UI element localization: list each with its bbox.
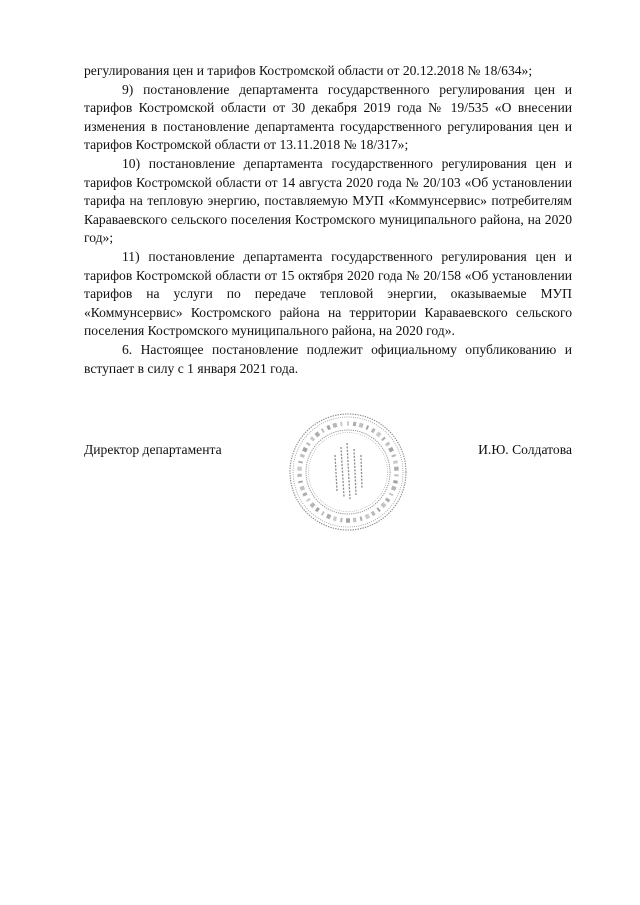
seal-ring-mark — [389, 492, 394, 496]
seal-ring-mark — [393, 460, 398, 464]
seal-ring-mark — [333, 516, 337, 521]
seal-ring-mark — [306, 498, 311, 502]
seal-ring-mark — [394, 467, 399, 471]
seal-ring-mark — [359, 423, 364, 428]
seal-ring-mark — [346, 518, 350, 522]
seal-ring-mark — [347, 421, 349, 425]
seal-ring-mark — [388, 447, 394, 453]
seal-ring-mark — [315, 507, 320, 512]
seal-ring-mark — [391, 486, 396, 491]
seal-ring-mark — [302, 492, 307, 497]
seal-ring-mark — [360, 516, 363, 521]
paragraph-section-6: 6. Настоящее постановление подлежит официальному опубликованию и вступает в силу с 1 января 2021 года. — [84, 341, 572, 376]
seal-ring-mark — [298, 480, 303, 483]
seal-ring-mark — [306, 442, 311, 446]
seal-ring-mark — [326, 514, 331, 520]
seal-ring-mark — [394, 474, 399, 476]
seal-ring-mark — [297, 474, 302, 477]
seal-ring-mark — [353, 518, 357, 523]
seal-ring-mark — [385, 497, 390, 502]
seal-ring-mark — [366, 425, 370, 430]
seal-ring-mark — [380, 502, 386, 508]
seal-ring-mark — [302, 447, 308, 453]
seal-ring-mark — [353, 422, 357, 427]
seal-ring-mark — [376, 431, 382, 437]
signer-name: И.Ю. Солдатова — [478, 442, 572, 457]
signer-position: Директор департамента — [84, 442, 222, 457]
document-body — [84, 62, 572, 378]
paragraph-item-9: 9) постановление департамента государственного регулирования цен и тарифов Костромской области от 30 декабря 2019 года № 19/535 «О внесении изменения в постановление департамента государственного регулирования цен и тарифов Костромской области от 13.11.2018 № 18/317»; — [84, 81, 572, 153]
seal-ring-mark — [300, 486, 305, 491]
paragraph-item-11: 11) постановление департамента государственного регулирования цен и тарифов Костромской области от 15 октября 2020 года № 20/158 «Об установлении тарифов на услуги по передаче тепловой энергии, оказываемые МУП «Коммунсервис» Костромского района на территории Караваевского сельского поселения Костромского муниципального района, на 2020 год». — [84, 248, 572, 339]
seal-ring-mark — [381, 437, 386, 441]
seal-ring-mark — [297, 467, 302, 471]
seal-ring-mark — [340, 422, 343, 427]
seal-ring-mark — [310, 502, 316, 508]
paragraph-8-continuation: регулирования цен и тарифов Костромской области от 20.12.2018 № 18/634»; — [84, 63, 533, 78]
seal-ring-mark — [376, 507, 380, 512]
seal-ring-mark — [321, 428, 325, 433]
seal-ring-mark — [298, 461, 303, 464]
seal-ring-mark — [300, 454, 305, 458]
seal-ring-mark — [340, 518, 343, 523]
seal-ring-mark — [391, 454, 396, 457]
official-seal-stamp — [287, 411, 409, 533]
seal-ring-mark — [371, 428, 376, 433]
paragraph-item-10: 10) постановление департамента государственного регулирования цен и тарифов Костромской области от 14 августа 2020 года № 20/103 «Об установлении тарифа на тепловую энергию, поставляемую МУП «Коммунсервис» потребителям Караваевского сельского поселения Костромского муниципального района, на 2020 год»; — [84, 155, 572, 246]
seal-ring-mark — [332, 423, 337, 428]
seal-ring-mark — [365, 514, 370, 520]
seal-ring-mark — [310, 436, 315, 441]
seal-ring-mark — [393, 480, 398, 484]
seal-ring-mark — [326, 425, 331, 430]
seal-ring-mark — [371, 511, 376, 516]
seal-ring-mark — [385, 442, 390, 447]
seal-ring-mark — [321, 511, 325, 516]
seal-ring-mark — [314, 431, 320, 437]
